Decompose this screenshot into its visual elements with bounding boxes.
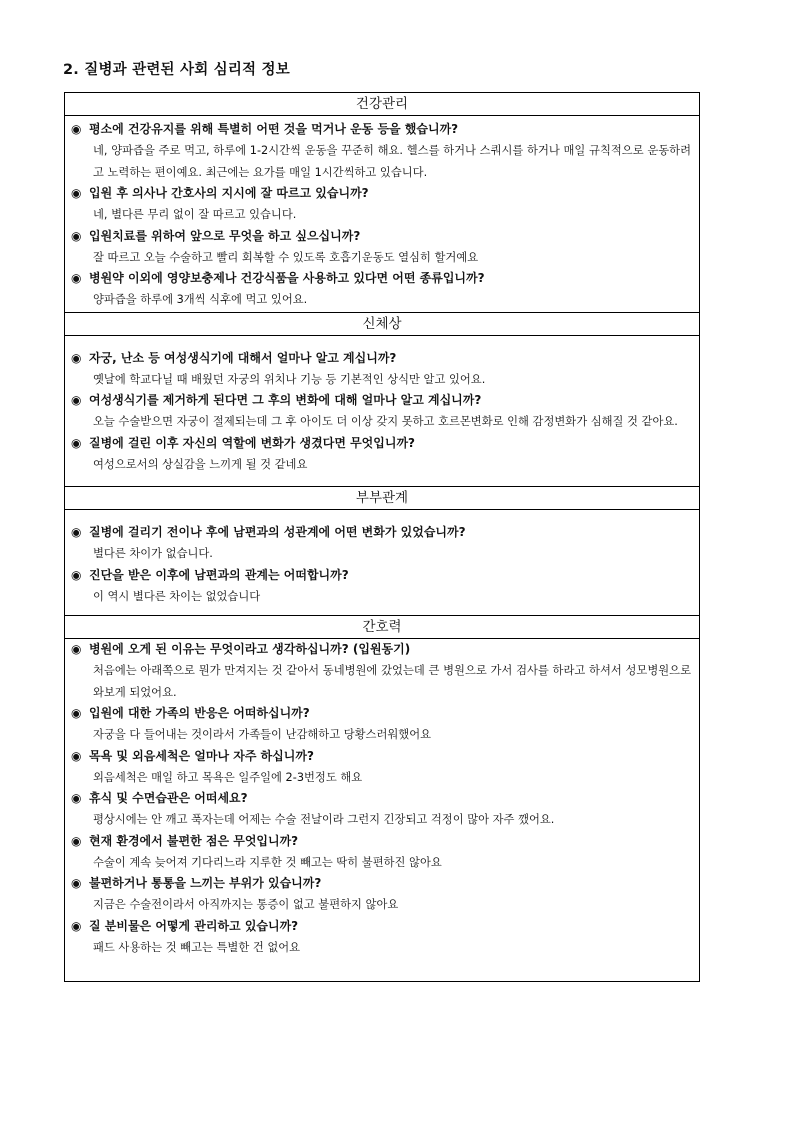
qa-list bbox=[65, 639, 699, 958]
bullet-icon: ◉ bbox=[71, 706, 82, 720]
bullet-icon: ◉ bbox=[71, 393, 82, 407]
question-text: 병원에 오게 된 이유는 무엇이라고 생각하십니까? (입원동기) bbox=[89, 642, 411, 656]
section-body bbox=[65, 116, 700, 313]
section-title: 간호력 bbox=[65, 616, 700, 639]
bullet-icon: ◉ bbox=[71, 642, 82, 656]
section-content bbox=[65, 510, 700, 616]
question-text: 자궁, 난소 등 여성생식기에 대해서 얼마나 알고 계십니까? bbox=[89, 350, 397, 365]
question-text: 질병에 걸린 이후 자신의 역할에 변화가 생겼다면 무엇입니까? bbox=[89, 435, 416, 450]
question-text: 입원치료를 위하여 앞으로 무엇을 하고 싶으십니까? bbox=[89, 228, 361, 243]
question bbox=[71, 916, 691, 937]
bullet-icon: ◉ bbox=[71, 833, 82, 848]
bullet-icon: ◉ bbox=[71, 525, 82, 539]
question bbox=[71, 348, 691, 369]
question-text: 여성생식기를 제거하게 된다면 그 후의 변화에 대해 얼마나 알고 계십니까? bbox=[89, 393, 482, 407]
bullet-icon: ◉ bbox=[71, 876, 82, 890]
question bbox=[71, 831, 691, 852]
question bbox=[71, 183, 691, 204]
question bbox=[71, 433, 691, 454]
answer-text: 자궁을 다 들어내는 것이라서 가족들이 난감해하고 당황스러워했어요 bbox=[93, 728, 432, 741]
answer-text: 처음에는 아래쪽으로 뭔가 만져지는 것 같아서 동네병원에 갔었는데 큰 병원으로 가서 검사를 하라고 하셔서 성모병원으로 와보게 되었어요. bbox=[93, 664, 691, 699]
question bbox=[71, 788, 691, 809]
section-body bbox=[65, 335, 700, 487]
section-content bbox=[65, 335, 700, 487]
answer-text: 이 역시 별다른 차이는 없었습니다 bbox=[93, 589, 261, 603]
answer-text: 수술이 계속 늦어져 기다리느라 지루한 것 빼고는 딱히 불편하진 않아요 bbox=[93, 855, 442, 869]
bullet-icon: ◉ bbox=[71, 271, 82, 285]
answer-text: 패드 사용하는 것 빼고는 특별한 건 없어요 bbox=[93, 940, 301, 954]
question bbox=[71, 639, 691, 660]
bullet-icon: ◉ bbox=[71, 122, 82, 136]
bullet-icon: ◉ bbox=[71, 435, 82, 450]
answer-text: 여성으로서의 상실감을 느끼게 될 것 같네요 bbox=[93, 457, 308, 471]
question bbox=[71, 119, 691, 140]
bullet-icon: ◉ bbox=[71, 918, 82, 933]
qa-list bbox=[65, 510, 699, 615]
question-text: 입원 후 의사나 간호사의 지시에 잘 따르고 있습니까? bbox=[89, 186, 369, 200]
question bbox=[71, 703, 691, 724]
question-text: 질 분비물은 어떻게 관리하고 있습니까? bbox=[89, 918, 299, 933]
question-text: 진단을 받은 이후에 남편과의 관계는 어떠합니까? bbox=[89, 567, 349, 582]
question bbox=[71, 746, 691, 767]
question-text: 병원약 이외에 영양보충제나 건강식품을 사용하고 있다면 어떤 종류입니까? bbox=[89, 271, 485, 285]
section-title: 신체상 bbox=[65, 312, 700, 335]
section-header bbox=[65, 616, 700, 639]
section-header bbox=[65, 312, 700, 335]
document-title: 2. 질병과 관련된 사회 심리적 정보 bbox=[63, 62, 290, 78]
answer-text: 지금은 수술전이라서 아직까지는 통증이 없고 불편하지 않아요 bbox=[93, 898, 399, 911]
question bbox=[71, 565, 691, 586]
question bbox=[71, 268, 691, 289]
assessment-table bbox=[64, 92, 700, 982]
bullet-icon: ◉ bbox=[71, 748, 82, 763]
qa-list bbox=[65, 116, 699, 312]
qa-list bbox=[65, 336, 699, 487]
section-title: 부부관계 bbox=[65, 487, 700, 510]
section-body bbox=[65, 510, 700, 616]
answer-text: 네, 별다른 무리 없이 잘 따르고 있습니다. bbox=[93, 208, 297, 221]
question-text: 목욕 및 외음세척은 얼마나 자주 하십니까? bbox=[89, 748, 314, 763]
question-text: 휴식 및 수면습관은 어떠세요? bbox=[89, 791, 248, 805]
bullet-icon: ◉ bbox=[71, 791, 82, 805]
section-header bbox=[65, 93, 700, 116]
bullet-icon: ◉ bbox=[71, 228, 82, 243]
question-text: 불편하거나 통통을 느끼는 부위가 있습니까? bbox=[89, 876, 322, 890]
question bbox=[71, 226, 691, 247]
question-text: 현재 환경에서 불편한 점은 무엇입니까? bbox=[89, 833, 299, 848]
question-text: 평소에 건강유지를 위해 특별히 어떤 것을 먹거나 운동 등을 했습니까? bbox=[89, 122, 459, 136]
question bbox=[71, 873, 691, 894]
bullet-icon: ◉ bbox=[71, 186, 82, 200]
section-content bbox=[65, 116, 700, 313]
answer-text: 외음세척은 매일 하고 목욕은 일주일에 2-3번정도 해요 bbox=[93, 770, 363, 784]
answer-text: 네, 양파즙을 주로 먹고, 하루에 1-2시간씩 운동을 꾸준히 해요. 헬스를 하거나 스쿼시를 하거나 매일 규칙적으로 운동하려고 노력하는 편이예요. 최근에는 요가를 매일 1시간씩하고 있습니다. bbox=[93, 144, 691, 179]
answer-text: 잘 따르고 오늘 수술하고 빨리 회복할 수 있도록 호흡기운동도 열심히 할거예요 bbox=[93, 250, 479, 264]
answer-text: 평상시에는 안 깨고 푹자는데 어제는 수술 전날이라 그런지 긴장되고 걱정이 많아 자주 깼어요. bbox=[93, 813, 555, 826]
answer-text: 옛날에 학교다닐 때 배웠던 자궁의 위치나 기능 등 기본적인 상식만 알고 있어요. bbox=[93, 372, 486, 386]
question-text: 질병에 걸리기 전이나 후에 남편과의 성관계에 어떤 변화가 있었습니까? bbox=[89, 525, 466, 539]
section-content bbox=[65, 639, 700, 982]
answer-text: 오늘 수술받으면 자궁이 절제되는데 그 후 아이도 더 이상 갖지 못하고 호르몬변화로 인해 감정변화가 심해질 것 같아요. bbox=[93, 415, 678, 428]
answer-text: 양파즙을 하루에 3개씩 식후에 먹고 있어요. bbox=[93, 293, 308, 306]
section-body bbox=[65, 639, 700, 982]
question bbox=[71, 390, 691, 411]
bullet-icon: ◉ bbox=[71, 567, 82, 582]
question bbox=[71, 522, 691, 543]
section-header bbox=[65, 487, 700, 510]
section-title: 건강관리 bbox=[65, 93, 700, 116]
bullet-icon: ◉ bbox=[71, 350, 82, 365]
question-text: 입원에 대한 가족의 반응은 어떠하십니까? bbox=[89, 706, 310, 720]
answer-text: 별다른 차이가 없습니다. bbox=[93, 547, 213, 560]
